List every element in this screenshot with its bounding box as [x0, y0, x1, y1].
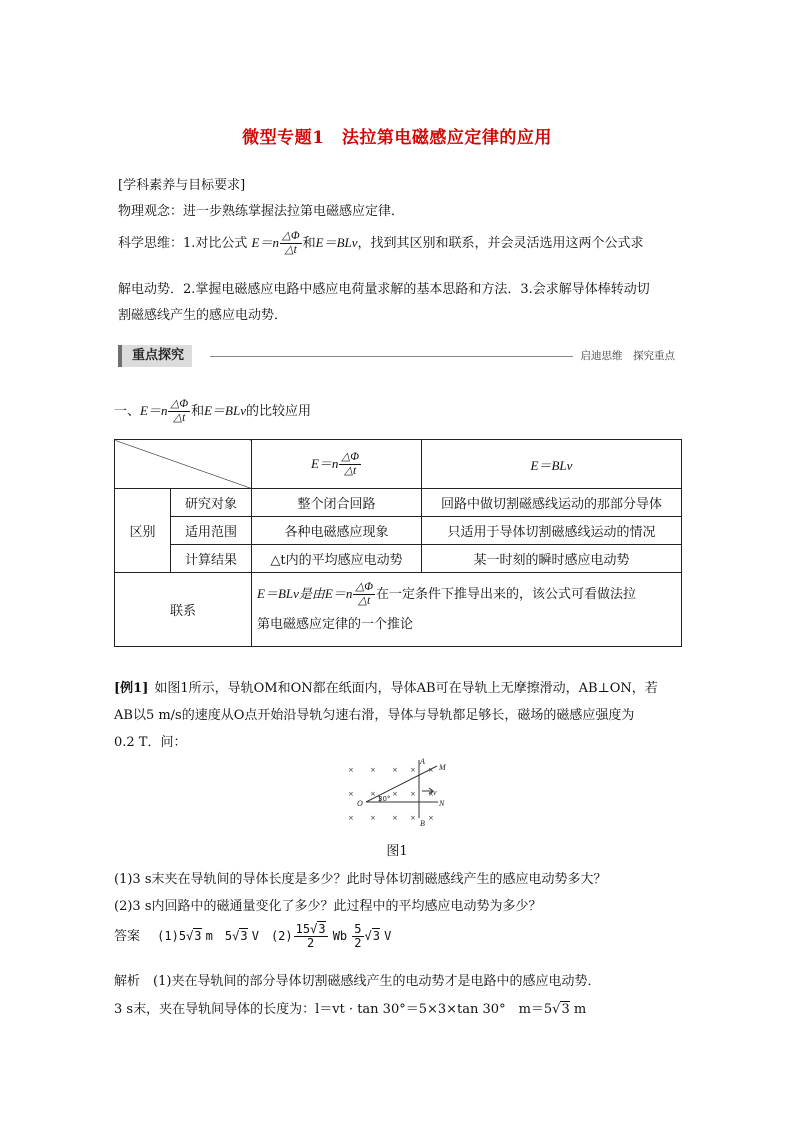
formula-blv: E＝BLv — [315, 235, 358, 250]
analysis-line2-post: m — [573, 1002, 587, 1017]
relation-lhs: E＝n — [324, 586, 353, 601]
svg-text:×: × — [348, 814, 354, 822]
relation-line2: 第电磁感应定律的一个推论 — [257, 617, 414, 632]
svg-text:×: × — [348, 790, 354, 798]
figure-caption: 图1 — [386, 844, 408, 859]
row-c2: 只适用于导体切割磁感线运动的情况 — [422, 517, 682, 545]
analysis-text: (1)夹在导轨间的部分导体切割磁感线产生的电动势才是电路中的感应电动势． — [153, 974, 601, 989]
answer-frac2 — [352, 923, 363, 950]
relation-row — [115, 573, 682, 647]
example-line3: 0.2 T．问： — [114, 735, 187, 750]
page-title: 微型专题1 法拉第电磁感应定律的应用 — [242, 128, 552, 148]
svg-text:×: × — [428, 790, 434, 798]
part1-formula-lhs: E＝n — [140, 403, 168, 418]
row-c1: 各种电磁感应现象 — [252, 517, 422, 545]
answer-frac2-den: 2 — [354, 936, 362, 950]
figure-1 — [342, 758, 452, 828]
svg-text:×: × — [392, 790, 398, 798]
figure-diagram — [342, 758, 452, 828]
answer-unit2: V (2) — [251, 929, 293, 943]
section-divider — [210, 356, 573, 357]
table-row — [115, 489, 682, 517]
header-frac-den: △t — [344, 464, 357, 477]
row-c1: 整个闭合回路 — [252, 489, 422, 517]
row-label: 计算结果 — [171, 545, 252, 573]
requirements-heading: [学科素养与目标要求] — [118, 178, 246, 193]
label-b: B — [420, 819, 425, 828]
svg-text:×: × — [370, 766, 376, 774]
answer-root1: 3 — [194, 929, 202, 943]
table-row — [115, 545, 682, 573]
fraction-numerator: △Φ — [282, 230, 300, 242]
row-c2: 回路中做切割磁感线运动的那部分导体 — [422, 489, 682, 517]
sci-prefix: 科学思维：1.对比公式 — [118, 236, 248, 251]
answer-unit1: m 5 — [205, 929, 233, 943]
svg-text:×: × — [410, 790, 416, 798]
header-faraday-lhs: E＝n — [310, 455, 339, 471]
answer-root2: 3 — [240, 929, 248, 943]
formula-fraction — [280, 230, 302, 257]
row-label: 适用范围 — [171, 517, 252, 545]
part1-prefix: 一、 — [114, 404, 141, 419]
answer-p1: (1)5 — [157, 929, 187, 943]
svg-text:×: × — [370, 814, 376, 822]
physics-concept: 物理观念：进一步熟练掌握法拉第电磁感应定律． — [118, 204, 405, 219]
formula-faraday-lhs: E＝n — [251, 235, 279, 250]
row-label: 研究对象 — [171, 489, 252, 517]
header-fraction — [339, 451, 361, 478]
label-v: v — [433, 788, 437, 797]
group-label-cell: 区别 — [115, 489, 171, 573]
part1-frac-den: △t — [173, 412, 186, 424]
part1-suffix: 的比较应用 — [245, 404, 311, 419]
answer-line: 答案 (1)5√3 m 5√3 V (2) $\frac{15√3}{2}$ Wb $\frac{5}{2}$ √3 V — [114, 922, 392, 950]
section-label: 重点探究 — [118, 345, 192, 367]
header-blv: E＝BLv — [422, 440, 682, 489]
header-frac-num: △Φ — [341, 450, 360, 463]
part1-heading — [114, 396, 311, 427]
part1-fraction — [168, 398, 190, 425]
science-thinking-line2: 解电动势．2.掌握电磁感应电路中感应电荷量求解的基本思路和方法．3.会求解导体棒转动切 — [118, 282, 650, 297]
sci-rest: ，找到其区别和联系，并会灵活选用这两个公式求 — [357, 236, 644, 251]
angle-label: 30° — [378, 795, 391, 803]
answer-frac1-root: 3 — [318, 922, 326, 936]
part1-formula-blv: E＝BLv — [204, 403, 246, 418]
label-n: N — [439, 799, 445, 808]
section-subtitle: 启迪思维 探究重点 — [580, 350, 675, 362]
science-thinking-line3: 割磁感线产生的感应电动势． — [118, 308, 288, 323]
analysis-line2-pre: 3 s末，夹在导轨间导体的长度为：l＝vt · tan 30°＝5×3×tan 30° m＝5 — [114, 1002, 553, 1017]
relation-a: E＝BLv是由 — [257, 586, 325, 601]
part1-and: 和 — [191, 404, 205, 419]
svg-text:×: × — [428, 814, 434, 822]
part1-frac-num: △Φ — [170, 398, 189, 410]
answer-wb: Wb — [332, 929, 348, 943]
header-faraday — [252, 440, 422, 489]
answer-frac1-num: 15 — [295, 922, 311, 936]
analysis-line1 — [114, 970, 600, 989]
svg-text:×: × — [410, 766, 416, 774]
example-text1: 如图1所示，导轨OM和ON都在纸面内，导体AB可在导轨上无摩擦滑动，AB⊥ON，若 — [154, 681, 658, 696]
example-tag: [例1] — [114, 681, 149, 696]
label-o: O — [357, 799, 363, 808]
table-header-row — [115, 440, 682, 489]
relation-label: 联系 — [115, 573, 252, 647]
svg-text:×: × — [392, 766, 398, 774]
relation-frac-num: △Φ — [355, 581, 373, 593]
sci-and: 和 — [302, 236, 316, 251]
science-thinking-line1 — [118, 229, 644, 258]
relation-frac-den: △t — [358, 595, 371, 607]
answer-label: 答案 — [114, 929, 141, 944]
answer-unit3: V — [384, 929, 392, 943]
table-row — [115, 517, 682, 545]
relation-b: 在一定条件下推导出来的，该公式可看做法拉 — [375, 587, 636, 602]
analysis-label: 解析 — [114, 974, 141, 989]
row-c1: △t内的平均感应电动势 — [252, 545, 422, 573]
svg-text:×: × — [392, 814, 398, 822]
analysis-root: 3 — [561, 1002, 570, 1017]
relation-fraction — [353, 581, 375, 608]
answer-frac2-num: 5 — [354, 922, 362, 936]
answer-frac1: $\frac{15√3}{2}$ — [295, 922, 326, 950]
relation-line1 — [257, 579, 681, 610]
diagonal-header-cell — [115, 440, 252, 489]
fraction-denominator: △t — [284, 244, 297, 256]
label-m: M — [439, 763, 446, 772]
svg-text:×: × — [410, 814, 416, 822]
label-a: A — [420, 758, 425, 766]
svg-text:×: × — [428, 766, 434, 774]
row-c2: 某一时刻的瞬时感应电动势 — [422, 545, 682, 573]
relation-cell — [252, 573, 682, 647]
svg-text:×: × — [348, 766, 354, 774]
answer-frac1-den: 2 — [306, 936, 315, 950]
example-line2: AB以5 m/s的速度从O点开始沿导轨匀速右滑，导体与导轨都足够长，磁场的磁感应强度为 — [114, 708, 635, 723]
question-1: (1)3 s末夹在导轨间的导体长度是多少？此时导体切割磁感线产生的感应电动势多大？ — [114, 872, 607, 887]
comparison-table — [114, 439, 682, 647]
answer-root3: 3 — [372, 929, 380, 943]
section-header — [118, 345, 675, 367]
analysis-line2: 3 s末，夹在导轨间导体的长度为：l＝vt · tan 30°＝5×3×tan 30° m＝5√3 m — [114, 1002, 587, 1017]
question-2: (2)3 s内回路中的磁通量变化了多少？此过程中的平均感应电动势为多少？ — [114, 899, 542, 914]
svg-text:×: × — [370, 790, 376, 798]
example-line1 — [114, 677, 658, 696]
rail-om — [366, 766, 437, 802]
